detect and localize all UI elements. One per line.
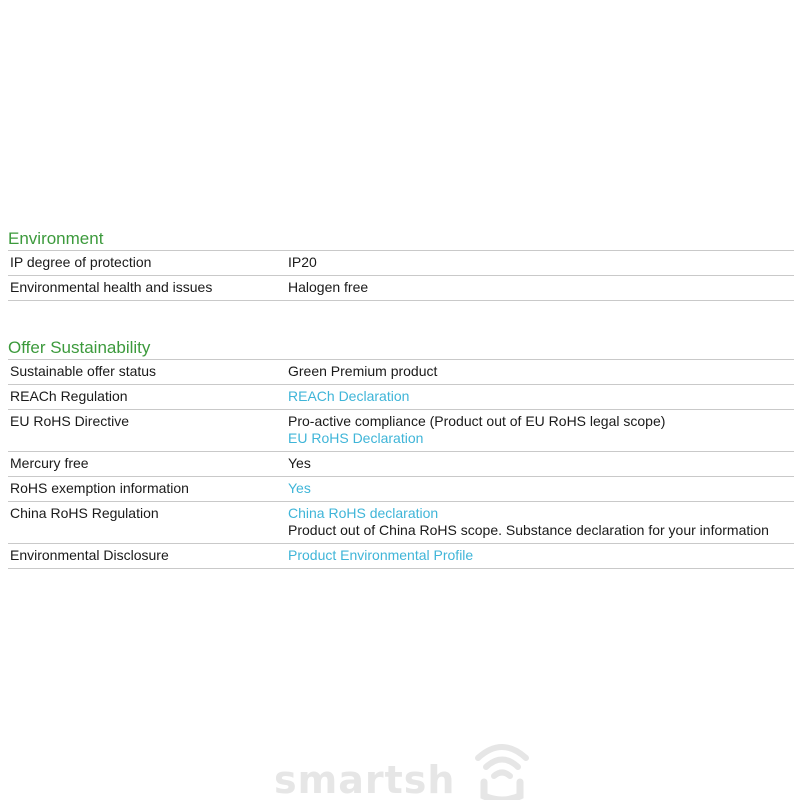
row-label: EU RoHS Directive: [8, 410, 288, 452]
row-label: REACh Regulation: [8, 385, 288, 410]
row-value: [288, 276, 794, 301]
section-title: Environment: [8, 229, 794, 251]
value-text: Yes: [288, 455, 311, 471]
offer-sustainability-section: [8, 338, 794, 569]
table-row: [8, 502, 794, 544]
eu-rohs-declaration-link[interactable]: EU RoHS Declaration: [288, 430, 424, 446]
row-label: China RoHS Regulation: [8, 502, 288, 544]
reach-declaration-link[interactable]: REACh Declaration: [288, 388, 410, 404]
row-value: [288, 410, 794, 452]
product-environmental-profile-link[interactable]: Product Environmental Profile: [288, 547, 474, 563]
rohs-exemption-link[interactable]: Yes: [288, 480, 311, 496]
row-value: [288, 477, 794, 502]
value-text: Pro-active compliance (Product out of EU RoHS legal scope): [288, 413, 666, 429]
table-row: [8, 251, 794, 276]
row-label: Mercury free: [8, 452, 288, 477]
row-value: [288, 502, 794, 544]
value-text: Green Premium product: [288, 363, 438, 379]
row-label: IP degree of protection: [8, 251, 288, 276]
environment-section: [8, 229, 794, 301]
row-value: [288, 544, 794, 569]
table-row: [8, 410, 794, 452]
row-label: Sustainable offer status: [8, 360, 288, 385]
china-rohs-declaration-link[interactable]: China RoHS declaration: [288, 505, 439, 521]
value-text: IP20: [288, 254, 317, 270]
section-title: Offer Sustainability: [8, 338, 794, 360]
row-value: [288, 452, 794, 477]
row-label: RoHS exemption information: [8, 477, 288, 502]
row-label: Environmental health and issues: [8, 276, 288, 301]
value-text: Product out of China RoHS scope. Substance declaration for your information: [288, 522, 769, 538]
table-row: [8, 452, 794, 477]
environment-table: [8, 251, 794, 301]
row-value: [288, 251, 794, 276]
wifi-icon: [472, 738, 532, 800]
watermark-text: smartsh: [274, 758, 456, 802]
watermark: [274, 738, 534, 800]
sustainability-table: [8, 360, 794, 569]
table-row: [8, 544, 794, 569]
table-row: [8, 477, 794, 502]
row-value: [288, 360, 794, 385]
row-value: [288, 385, 794, 410]
row-label: Environmental Disclosure: [8, 544, 288, 569]
value-text: Halogen free: [288, 279, 369, 295]
table-row: [8, 385, 794, 410]
table-row: [8, 360, 794, 385]
table-row: [8, 276, 794, 301]
